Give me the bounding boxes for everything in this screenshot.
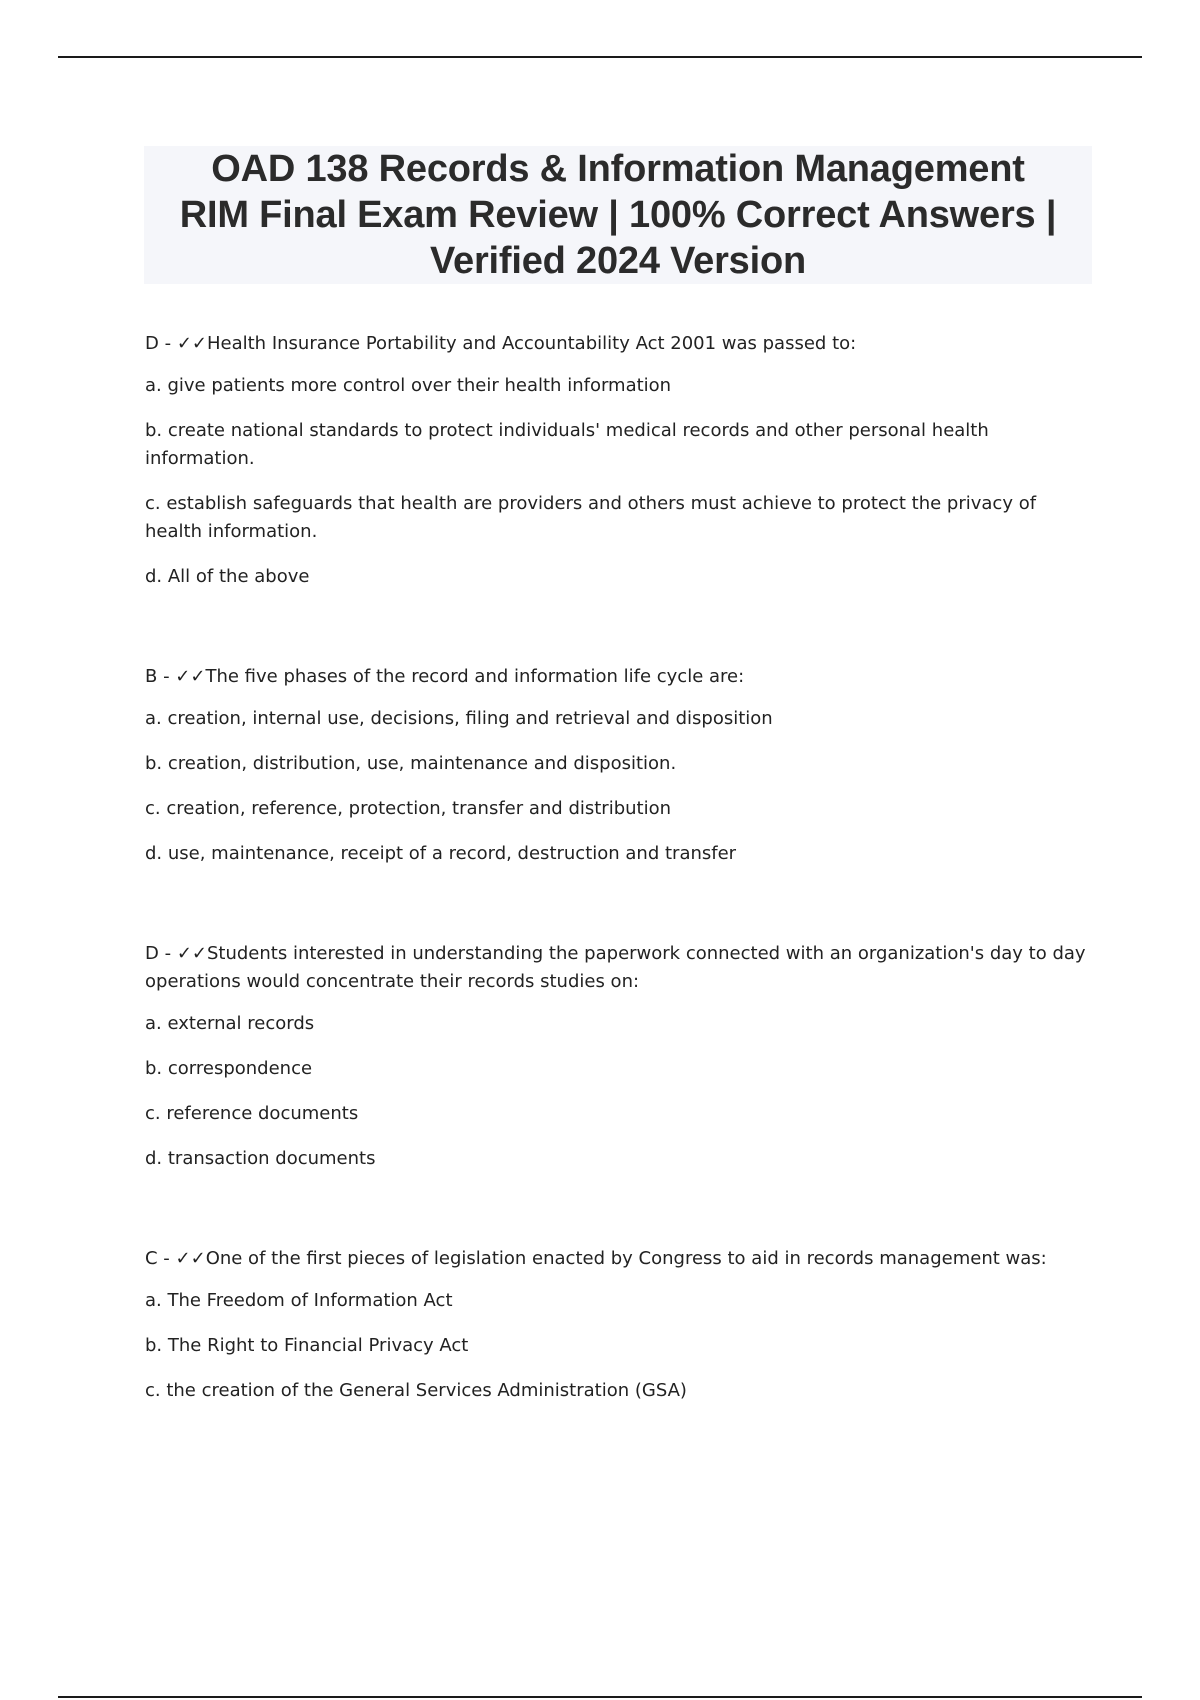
answer-option: a. external records xyxy=(145,1013,315,1034)
check-marks: - ✓✓ xyxy=(158,943,207,964)
answer-option: d. transaction documents xyxy=(145,1148,376,1169)
answer-option: a. The Freedom of Information Act xyxy=(145,1290,453,1311)
answer-option: d. All of the above xyxy=(145,566,310,587)
question-block-2 xyxy=(145,663,1095,868)
answer-option: c. reference documents xyxy=(145,1103,359,1124)
answer-key: B xyxy=(145,666,158,687)
answer-key: D xyxy=(145,943,159,964)
check-marks: - ✓✓ xyxy=(157,1248,206,1269)
question-block-4 xyxy=(145,1245,1095,1405)
answer-option: c. creation, reference, protection, transfer and distribution xyxy=(145,798,672,819)
question-prompt: Students interested in understanding the paperwork connected with an organization's day to day operations would concentrate their records studies on: xyxy=(145,943,1086,992)
answer-option: d. use, maintenance, receipt of a record, destruction and transfer xyxy=(145,843,737,864)
title-line: Verified 2024 Version xyxy=(429,240,806,282)
answer-option: b. The Right to Financial Privacy Act xyxy=(145,1335,469,1356)
question-prompt: One of the first pieces of legislation enacted by Congress to aid in records management was: xyxy=(205,1248,1047,1269)
answer-key: C xyxy=(145,1248,158,1269)
document-title xyxy=(180,146,1057,284)
question-prompt: Health Insurance Portability and Accountability Act 2001 was passed to: xyxy=(206,333,857,354)
answer-option: c. the creation of the General Services Administration (GSA) xyxy=(145,1380,687,1401)
question-prompt: The five phases of the record and information life cycle are: xyxy=(205,666,745,687)
answer-option: b. create national standards to protect individuals' medical records and other personal health information. xyxy=(145,420,989,469)
question-block-3 xyxy=(145,940,1095,1173)
title-line: OAD 138 Records & Information Management xyxy=(211,148,1025,190)
question-block-1 xyxy=(145,330,1095,591)
question-text xyxy=(145,1245,1095,1273)
check-marks: - ✓✓ xyxy=(158,333,207,354)
answer-option: c. establish safeguards that health are providers and others must achieve to protect the privacy of health information. xyxy=(145,493,1037,542)
question-text xyxy=(145,663,1095,691)
top-rule xyxy=(58,56,1142,58)
answer-option: b. creation, distribution, use, maintenance and disposition. xyxy=(145,753,677,774)
question-text xyxy=(145,330,1095,358)
question-text xyxy=(145,940,1095,996)
check-marks: - ✓✓ xyxy=(157,666,206,687)
bottom-rule xyxy=(58,1696,1142,1698)
answer-key: D xyxy=(145,333,159,354)
answer-option: a. give patients more control over their health information xyxy=(145,375,672,396)
answer-option: b. correspondence xyxy=(145,1058,313,1079)
answer-option: a. creation, internal use, decisions, filing and retrieval and disposition xyxy=(145,708,773,729)
title-banner xyxy=(144,146,1092,284)
question-list xyxy=(145,330,1095,1477)
title-line: RIM Final Exam Review | 100% Correct Answers | xyxy=(179,194,1057,236)
